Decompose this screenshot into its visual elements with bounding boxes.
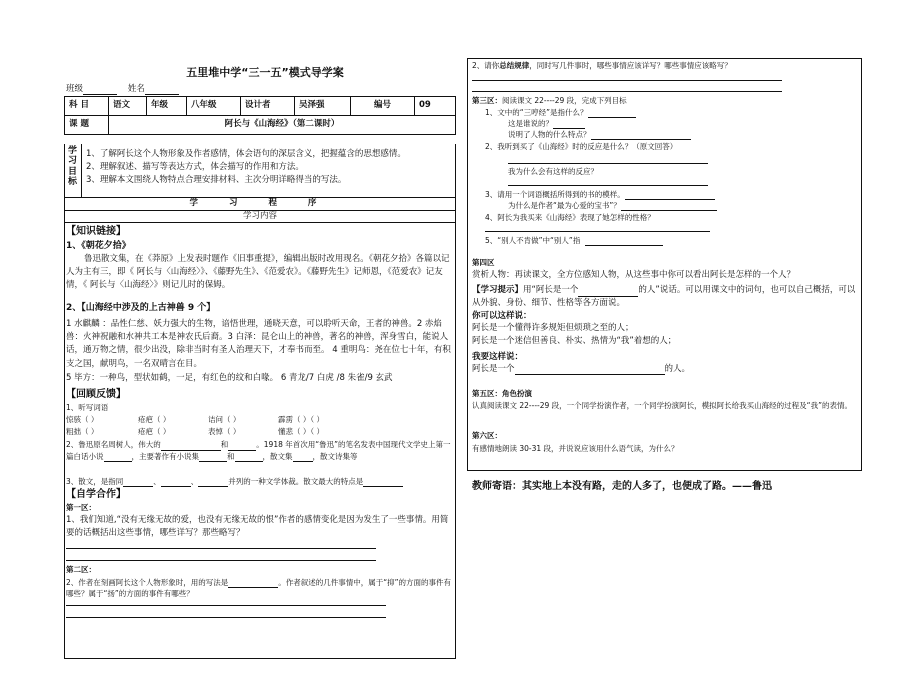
answer-line[interactable] [66, 605, 386, 606]
right-q2-text: 2、请你总结规律，同时写几件事时，哪些事情应该详写？哪些事情应该略写？ [472, 61, 732, 70]
name-blank[interactable] [145, 86, 179, 95]
answer-line[interactable] [508, 185, 708, 186]
answer-blank[interactable] [363, 478, 403, 487]
word-item: 粗拙（ ） [66, 427, 99, 436]
number-label: 编号 [351, 97, 415, 116]
page-title: 五里堆中学“三一五”模式导学案 [186, 66, 344, 79]
answer-blank[interactable] [161, 478, 191, 487]
review-item2-text: 。1918 年首次用“鲁迅”的笔名发表中国现代文学史上第一篇白话小说 [66, 440, 451, 461]
r1b-row [508, 119, 585, 129]
want-say-label: 我要这样说： [472, 352, 524, 362]
answer-blank[interactable] [553, 120, 585, 129]
review-item1: 1、听写词语 [66, 403, 109, 412]
example-sentence: 阿长是一个迷信但善良、朴实、热情为“我”着想的人； [472, 336, 677, 346]
area3-intro: 阅读课文 22----29 段，完成下列目标 [502, 96, 627, 105]
info-row [65, 97, 456, 116]
knowledge-para2: 1 水麒麟 ：品性仁慈、妖力强大的生物，谙悟世理，通晓天意，可以聆听天命，王者的神兽。2 赤焰兽：火神祝融和水神共工本是神农氏后裔。3 白泽：昆仑山上的神兽，著名的神兽，浑身雪白，能说人话，通万物之情，很少出没，除非当时有圣人治理天下，才奉书而至。 4 重明鸟：尧在位七十年，有积支之国，献明鸟，一名双晴言在目。 [66, 319, 451, 369]
answer-blank[interactable] [588, 109, 636, 118]
review-item3-text: 并列的一种文学体裁。散文最大的特点是 [228, 477, 364, 486]
review-item2-text: 2、鲁迅原名周树人，伟大的 [66, 440, 161, 449]
goals-label: 学 习 目 标 [64, 144, 82, 198]
r3b-row [508, 201, 717, 211]
word-item: 疮疤（ ） [138, 415, 171, 424]
r2b-row: 我为什么会有这样的反应？ [508, 167, 598, 176]
designer-label: 设计者 [241, 97, 295, 116]
example-sentence: 阿长是一个懂得许多规矩但烦琐之至的人； [472, 323, 634, 333]
answer-blank[interactable] [621, 202, 717, 211]
answer-line[interactable] [472, 91, 782, 92]
area4-tip [472, 284, 860, 310]
can-say-label: 你可以这样说： [472, 311, 532, 321]
number-value: 09 [415, 97, 456, 116]
area3-label: 第三区： [472, 96, 502, 105]
area4-label: 第四区 [472, 258, 495, 267]
answer-blank[interactable] [228, 579, 278, 588]
goal-item: 1、了解阿长这个人物形象及作者感情，体会语句的深层含义，把握蕴含的思想感情。 [86, 149, 406, 159]
answer-blank[interactable] [199, 453, 227, 462]
review-item2-text: 和 [220, 440, 229, 449]
review-heading: 【回顾反馈】 [66, 389, 126, 400]
subject-label: 科 目 [65, 97, 109, 116]
own-sentence-text: 的人。 [664, 364, 691, 374]
answer-blank[interactable] [123, 478, 153, 487]
word-item: 疮疤（ ） [138, 427, 171, 436]
r1c-row [508, 130, 691, 140]
answer-blank[interactable] [198, 478, 228, 487]
answer-blank[interactable] [515, 366, 665, 375]
review-item2-text: ，主要著作有小说集 [131, 451, 199, 461]
area6-label: 第六区： [472, 431, 502, 440]
tip-text: 用“阿长是一个 [523, 285, 579, 295]
subject-value: 语文 [109, 97, 147, 116]
designer-value: 吴泽强 [295, 97, 351, 116]
answer-line[interactable] [66, 617, 386, 618]
r5-row [485, 236, 663, 246]
answer-line[interactable] [485, 231, 710, 232]
review-item2-text: ，散文集 [262, 451, 293, 461]
answer-line[interactable] [66, 560, 376, 561]
right-q2 [472, 61, 860, 71]
area2-text: 。作者叙述的几件事情中，属于“抑”的方面的事件有哪些？属于“扬”的方面的事件有哪些？ [66, 578, 452, 599]
process-heading: 学 习 程 序 [64, 198, 456, 211]
topic-row [65, 116, 456, 135]
review-item2 [66, 439, 454, 462]
r1-text: 1、文中的“三哼经”是指什么？ [485, 108, 588, 117]
topic-value: 阿长与《山海经》（第二课时） [109, 116, 456, 135]
class-blank[interactable] [83, 86, 117, 95]
r1-row [485, 108, 636, 118]
review-item2-text: 和 [227, 451, 235, 461]
content-heading: 学习内容 [64, 211, 456, 223]
area1-question: 1、我们知道,“没有无缘无故的爱，也没有无缘无故的恨”作者的感情变化是因为发生了一些事情。用简要的话概括出这些事情，哪些详写？那些略写？ [66, 515, 449, 538]
answer-blank[interactable] [585, 237, 663, 246]
answer-blank[interactable] [104, 453, 132, 462]
words-row1 [66, 415, 456, 425]
grade-label: 年级 [147, 97, 187, 116]
word-item: 表悼（ ） [208, 427, 241, 436]
area1-label: 第一区： [66, 503, 96, 512]
r5-text: 5、“别人不肯做”中“别人”指 [485, 236, 581, 245]
info-table [64, 96, 456, 135]
r3-text: 3、请用一个词语概括所得到的书的模样。 [485, 190, 625, 199]
grade-value: 八年级 [187, 97, 241, 116]
r2-row: 2、我听到买了《山海经》时的反应是什么？（原文回答） [485, 142, 678, 151]
answer-blank[interactable] [191, 442, 221, 451]
words-row2 [66, 427, 456, 437]
answer-blank[interactable] [578, 288, 638, 297]
word-item: 惊骇（ ） [66, 415, 99, 424]
own-sentence-text: 阿长是一个 [472, 364, 515, 374]
area5-text: 认真阅读课文 22----29 段，一个同学扮演作者，一个同学扮演阿长，模拟阿长给我买山海经的过程及“我”的表情。 [472, 401, 852, 410]
answer-line[interactable] [508, 163, 708, 164]
area4-text: 赏析人物：再读课文，全方位感知人物，从这些事中你可以看出阿长是怎样的一个人？ [472, 270, 796, 280]
knowledge-para3: 5 毕方：一种鸟，型状如鹤，一足，有红色的纹和白喙。 6 青龙/7 白虎 /8 朱雀/9 玄武 [66, 373, 393, 383]
area3-row [472, 96, 627, 106]
area2-question [66, 577, 454, 600]
area2-text: 2、作者在刻画阿长这个人物形象时，用的写法是 [66, 578, 229, 587]
goals-list [86, 148, 452, 188]
area6-text: 有感情地朗读 30-31 段，并说说应该用什么语气读，为什么？ [472, 444, 679, 453]
emphasis-text: 总结规律 [499, 61, 530, 70]
r1b-text: 这是谁说的？ [508, 119, 553, 128]
review-item3: 3、散文，是指同 、 、 并列的一种文学体裁。散文最大的特点是 [66, 477, 456, 487]
knowledge-sub1: 1、《朝花夕拾》 [66, 241, 131, 251]
tip-label: 【学习提示】 [472, 285, 524, 295]
r3b-text: 为什么是作者“最为心爱的宝书”？ [508, 201, 621, 210]
area2-label: 第二区： [66, 565, 96, 574]
topic-label: 课 题 [65, 116, 109, 135]
cooperation-heading: 【自学合作】 [66, 489, 126, 500]
knowledge-heading: 【知识链接】 [66, 226, 126, 237]
r1c-text: 说明了人物的什么特点？ [508, 130, 591, 139]
area5-label: 第五区：角色扮演 [472, 389, 532, 398]
class-label: 班级 [66, 84, 84, 94]
answer-blank[interactable] [591, 131, 691, 140]
answer-blank[interactable] [625, 191, 715, 200]
r3-row [485, 190, 715, 200]
word-item: 霹雳（ ）（ ） [278, 415, 325, 424]
review-item2-text: ，散文诗集等 [312, 451, 358, 461]
knowledge-para1: 鲁迅散文集，在《莽原》上发表时题作《旧事重提》，编辑出版时改用现名。《朝花夕拾》各篇以记人为主有三，即《 阿长与〈山海经〉》、《藤野先生》、《范爱农》。《藤野先生》记师恩，《范爱农》记友情，《 阿长与〈山海经〉》则记儿时的保姆。 [66, 254, 450, 291]
class-name-row [66, 84, 179, 95]
answer-line[interactable] [472, 80, 782, 81]
answer-blank[interactable] [293, 453, 313, 462]
answer-line[interactable] [66, 548, 376, 549]
answer-blank[interactable] [161, 442, 191, 451]
answer-blank[interactable] [228, 442, 256, 451]
teacher-message: 教师寄语：其实地上本没有路，走的人多了，也便成了路。——鲁迅 [472, 481, 772, 492]
r4-row: 4、阿长为我买来《山海经》表现了她怎样的性格？ [485, 213, 655, 222]
review-item3-text: 3、散文，是指同 [66, 477, 124, 486]
tip-text: 的人”说话。可以用课文中的词句，也可以自己概括，可以从外貌、身份、细节、性格等各方面说。 [472, 285, 856, 309]
own-sentence [472, 364, 690, 375]
word-item: 诘问（ ） [208, 415, 241, 424]
knowledge-sub2: 2、【山海经中涉及的上古神兽 9 个】 [66, 303, 216, 313]
name-label: 姓名 [127, 84, 145, 94]
word-item: 懂悲（ ）（ ） [278, 427, 325, 436]
answer-blank[interactable] [235, 453, 263, 462]
goal-item: 2、理解叙述、描写等表达方式，体会描写的作用和方法。 [86, 162, 304, 173]
goal-item: 3、理解本文围绕人物特点合理安排材料、主次分明详略得当的写法。 [86, 175, 347, 186]
